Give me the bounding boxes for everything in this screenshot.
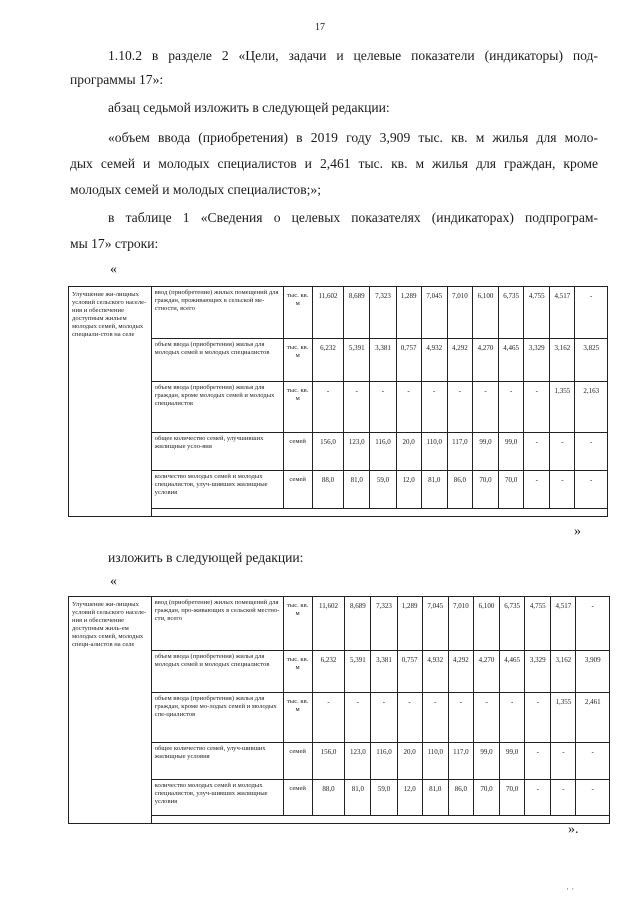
value-cell: 6,100 (473, 597, 499, 651)
paragraph-1-line-2: программы 17»: (70, 72, 164, 87)
value-cell: 4,932 (422, 651, 448, 693)
value-cell: 3,909 (576, 651, 610, 693)
value-cell: - (550, 471, 575, 509)
value-cell: 1,355 (550, 382, 575, 433)
unit-cell: семей (283, 433, 312, 471)
value-cell: 3,381 (370, 339, 396, 382)
unit-cell: тыс. кв. м (283, 693, 312, 743)
value-cell: - (575, 287, 608, 339)
indicator-name: объем ввода (приобретения) жилья для молодых семей и молодых специалистов (151, 339, 283, 382)
value-cell: - (312, 382, 343, 433)
value-cell: 0,757 (396, 339, 421, 382)
value-cell: 8,689 (344, 287, 370, 339)
value-cell: 123,0 (345, 743, 371, 780)
value-cell: 88,0 (312, 780, 344, 816)
value-cell: 86,0 (448, 780, 473, 816)
value-cell: - (344, 382, 370, 433)
value-cell: 7,045 (421, 287, 447, 339)
page-number: 17 (315, 22, 325, 33)
unit-cell: тыс. кв. м (283, 651, 312, 693)
value-cell: - (576, 780, 610, 816)
table-row (69, 597, 610, 651)
table-row (69, 287, 608, 339)
paragraph-5: изложить в следующей редакции: (108, 550, 304, 565)
value-cell: 81,0 (422, 780, 448, 816)
paragraph-3-line-2: дых семей и молодых специалистов и 2,461 тыс. кв. м жилья для граждан, кроме (70, 156, 598, 171)
value-cell: 12,0 (397, 780, 422, 816)
value-cell: 156,0 (312, 433, 343, 471)
value-cell: 1,289 (397, 597, 422, 651)
unit-cell: тыс. кв. м (283, 287, 312, 339)
value-cell: 4,517 (551, 597, 576, 651)
value-cell: 86,0 (447, 471, 472, 509)
unit-cell: тыс. кв. м (283, 382, 312, 433)
value-cell: - (422, 693, 448, 743)
paragraph-4-line-1: в таблице 1 «Сведения о целевых показателях (индикаторах) подпрограм- (108, 210, 598, 225)
value-cell: - (473, 693, 499, 743)
unit-cell: тыс. кв. м (283, 597, 312, 651)
value-cell: - (525, 780, 551, 816)
value-cell: - (370, 382, 396, 433)
value-cell: 6,100 (472, 287, 498, 339)
unit-cell: семей (283, 471, 312, 509)
value-cell: 4,465 (499, 339, 524, 382)
value-cell: - (447, 382, 472, 433)
opening-quote-1: « (110, 262, 117, 277)
value-cell: 6,735 (499, 287, 524, 339)
value-cell: 7,323 (371, 597, 397, 651)
value-cell: 81,0 (345, 780, 371, 816)
indicator-name: ввод (приобретение) жилых помещений для граждан, проживающих в сельской ме-стности, всего (151, 287, 283, 339)
value-cell: - (576, 597, 610, 651)
goal-cell: Улучшение жи-лищных условий сельского населе-ния и обеспечение доступным жиль-ем молодых семей, молодых специ-алистов на селе (69, 597, 152, 824)
value-cell: - (575, 433, 608, 471)
page-mark: · · (566, 884, 575, 894)
goal-cell: Улучшение жи-лищных условий сельского населе-ния и обеспечение доступным жильем молодых семей, молодых специали-стов на селе (69, 287, 152, 517)
paragraph-3-line-3: молодых семей и молодых специалистов;»; (70, 182, 321, 197)
value-cell: 117,0 (448, 743, 473, 780)
value-cell: 4,292 (447, 339, 472, 382)
value-cell: 81,0 (421, 471, 447, 509)
unit-cell: семей (283, 780, 312, 816)
value-cell: 4,270 (472, 339, 498, 382)
value-cell: 110,0 (421, 433, 447, 471)
value-cell: 20,0 (397, 743, 422, 780)
value-cell: 20,0 (396, 433, 421, 471)
value-cell: - (551, 780, 576, 816)
indicator-name: объем ввода (приобретения) жилья для граждан, кроме мо-лодых семей и молодых спе-циалистов (151, 693, 283, 743)
value-cell: 7,010 (448, 597, 473, 651)
value-cell: 3,329 (524, 339, 550, 382)
paragraph-2: абзац седьмой изложить в следующей редакции: (108, 100, 390, 115)
value-cell: - (499, 382, 524, 433)
value-cell: - (576, 743, 610, 780)
value-cell: 2,461 (576, 693, 610, 743)
value-cell: 3,162 (551, 651, 576, 693)
value-cell: - (345, 693, 371, 743)
indicator-name: общее количество семей, улучшивших жилищные усло-вия (151, 433, 283, 471)
value-cell: 88,0 (312, 471, 343, 509)
value-cell: 156,0 (312, 743, 344, 780)
indicators-table-new (68, 596, 610, 824)
paragraph-1-line-1: 1.10.2 в разделе 2 «Цели, задачи и целевые показатели (индикаторы) под- (108, 48, 598, 63)
value-cell: 3,825 (575, 339, 608, 382)
value-cell: 99,0 (500, 743, 525, 780)
value-cell: 123,0 (344, 433, 370, 471)
value-cell: 3,381 (371, 651, 397, 693)
value-cell: 0,757 (397, 651, 422, 693)
value-cell: - (421, 382, 447, 433)
value-cell: 110,0 (422, 743, 448, 780)
value-cell: 4,517 (550, 287, 575, 339)
value-cell: 12,0 (396, 471, 421, 509)
value-cell: 116,0 (371, 743, 397, 780)
indicator-name: количество молодых семей и молодых специалистов, улуч-шивших жилищные условия (151, 471, 283, 509)
indicator-name: количество молодых семей и молодых специалистов, улуч-шивших жилищные условия (151, 780, 283, 816)
value-cell: 1,289 (396, 287, 421, 339)
value-cell: 11,602 (312, 287, 343, 339)
spacer-cell (151, 509, 607, 517)
value-cell: 3,162 (550, 339, 575, 382)
value-cell: 4,755 (524, 287, 550, 339)
value-cell: 70,0 (500, 780, 525, 816)
value-cell: 59,0 (371, 780, 397, 816)
indicators-table-old (68, 286, 608, 517)
value-cell: - (575, 471, 608, 509)
value-cell: 6,735 (500, 597, 525, 651)
indicator-name: ввод (приобретение) жилых помещений для граждан, про-живающих в сельской местно-сти, всего (151, 597, 283, 651)
value-cell: 99,0 (473, 743, 499, 780)
value-cell: - (397, 693, 422, 743)
value-cell: 11,602 (312, 597, 344, 651)
value-cell: 4,292 (448, 651, 473, 693)
value-cell: 4,270 (473, 651, 499, 693)
value-cell: - (371, 693, 397, 743)
value-cell: - (524, 382, 550, 433)
value-cell: - (472, 382, 498, 433)
value-cell: 3,329 (525, 651, 551, 693)
value-cell: 4,755 (525, 597, 551, 651)
value-cell: - (550, 433, 575, 471)
value-cell: 7,010 (447, 287, 472, 339)
value-cell: 5,391 (344, 339, 370, 382)
spacer-cell (151, 816, 609, 824)
value-cell: 116,0 (370, 433, 396, 471)
indicator-name: объем ввода (приобретения) жилья для граждан, кроме молодых семей и молодых специалистов (151, 382, 283, 433)
value-cell: 4,932 (421, 339, 447, 382)
paragraph-3-line-1: «объем ввода (приобретения) в 2019 году 3,909 тыс. кв. м жилья для моло- (108, 130, 598, 145)
value-cell: 99,0 (472, 433, 498, 471)
closing-quote-1: » (574, 524, 581, 539)
value-cell: 7,323 (370, 287, 396, 339)
closing-quote-2: ». (568, 822, 579, 837)
value-cell: 6,232 (312, 651, 344, 693)
value-cell: 1,355 (551, 693, 576, 743)
value-cell: 70,0 (472, 471, 498, 509)
value-cell: 8,689 (345, 597, 371, 651)
value-cell: 70,0 (473, 780, 499, 816)
value-cell: - (396, 382, 421, 433)
value-cell: - (500, 693, 525, 743)
value-cell: 81,0 (344, 471, 370, 509)
value-cell: 4,465 (500, 651, 525, 693)
indicator-name: объем ввода (приобретения) жилья для молодых семей и молодых специалистов (151, 651, 283, 693)
unit-cell: семей (283, 743, 312, 780)
value-cell: - (524, 433, 550, 471)
value-cell: 2,163 (575, 382, 608, 433)
indicator-name: общее количество семей, улуч-шивших жилищные условия (151, 743, 283, 780)
value-cell: 5,391 (345, 651, 371, 693)
value-cell: 6,232 (312, 339, 343, 382)
value-cell: 117,0 (447, 433, 472, 471)
value-cell: 59,0 (370, 471, 396, 509)
value-cell: 7,045 (422, 597, 448, 651)
value-cell: - (551, 743, 576, 780)
unit-cell: тыс. кв. м (283, 339, 312, 382)
paragraph-4-line-2: мы 17» строки: (70, 236, 159, 251)
value-cell: 70,0 (499, 471, 524, 509)
value-cell: - (312, 693, 344, 743)
value-cell: - (524, 471, 550, 509)
value-cell: - (525, 743, 551, 780)
value-cell: - (448, 693, 473, 743)
value-cell: - (525, 693, 551, 743)
opening-quote-2: « (110, 574, 117, 589)
value-cell: 99,0 (499, 433, 524, 471)
